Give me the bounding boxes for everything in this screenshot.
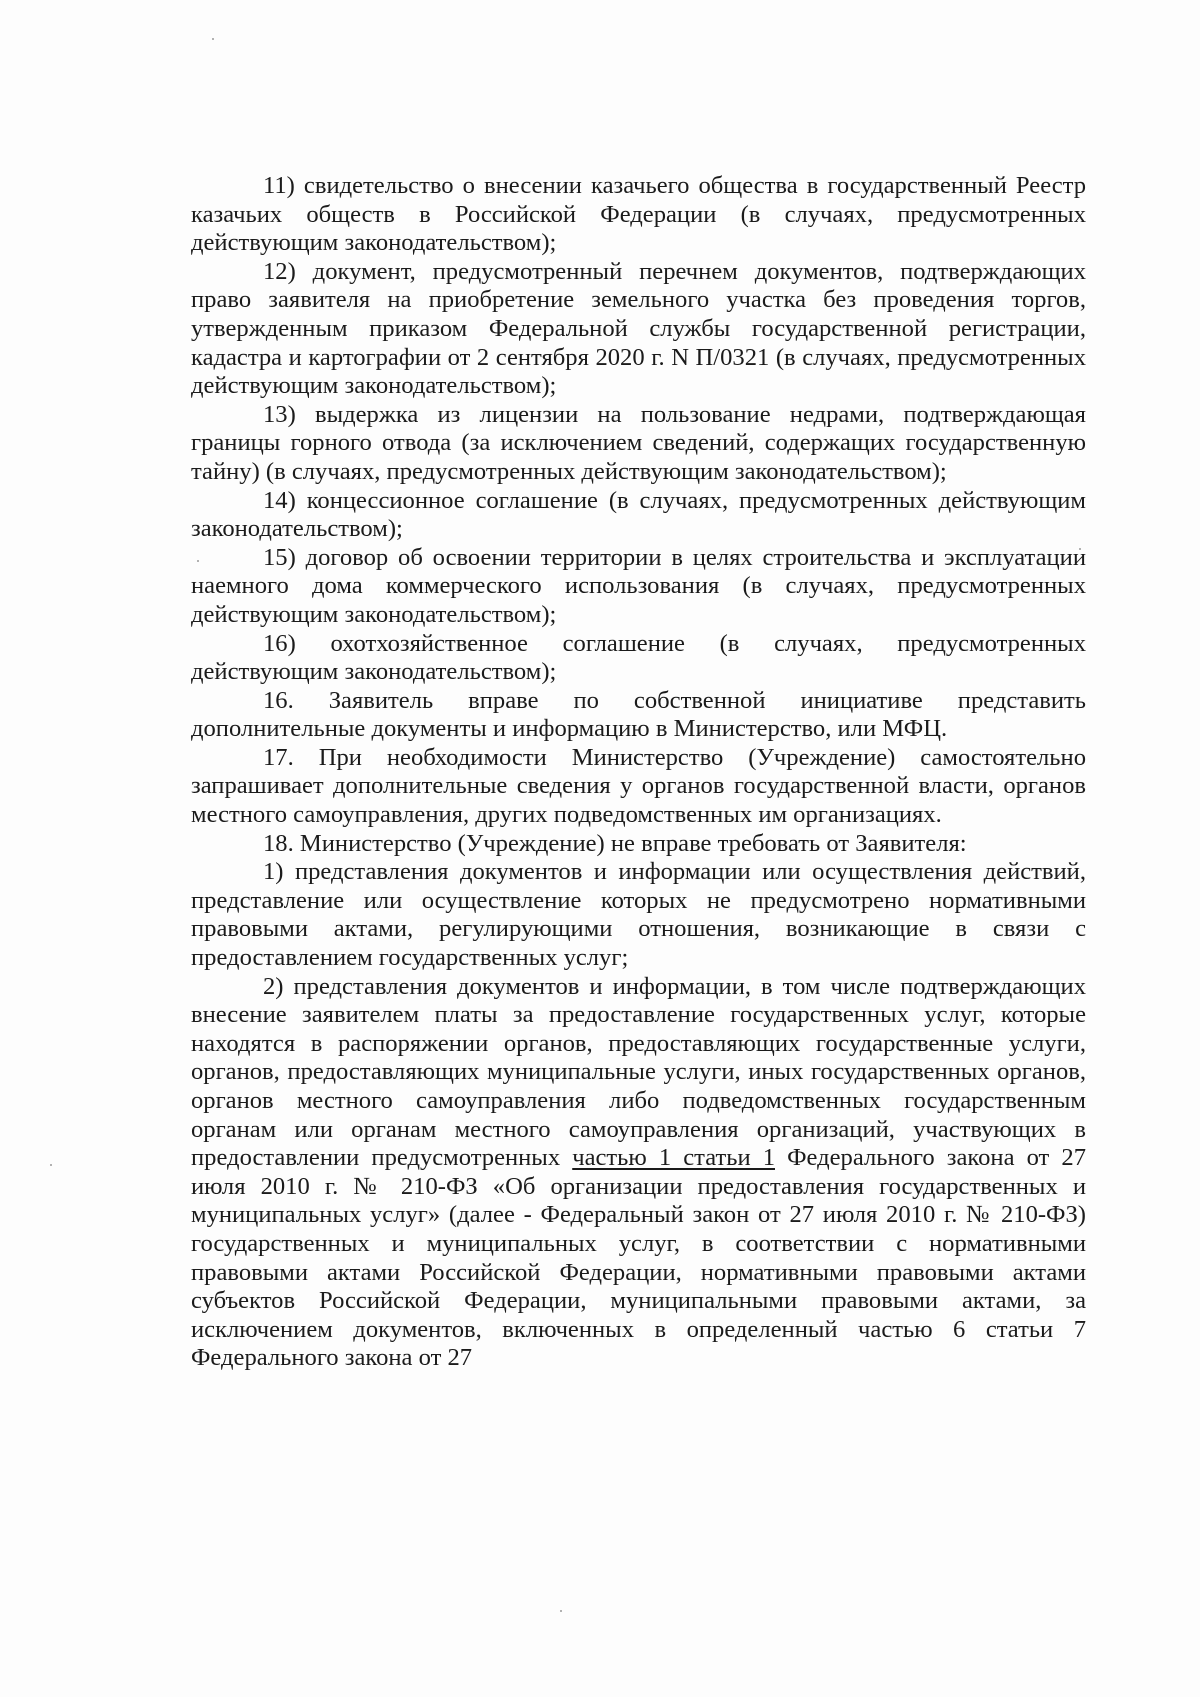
- list-item-15: 15) договор об освоении территории в целях строительства и эксплуатации наемного дома коммерческого использования (в случаях, предусмотренных действующим законодательством);: [191, 543, 1086, 628]
- clause-18: 18. Министерство (Учреждение) не вправе требовать от Заявителя:: [263, 829, 967, 857]
- law-reference-link[interactable]: частью 1 статьи 1: [572, 1144, 775, 1172]
- scan-speck: [212, 38, 214, 40]
- clause-17: 17. При необходимости Министерство (Учреждение) самостоятельно запрашивает дополнительные сведения у органов государственной власти, органов местного самоуправления, других подведомственных им организациях.: [191, 743, 1086, 829]
- clause-18-item-2-text-end: Федерального закона от 27 июля 2010 г. № 210-ФЗ «Об организации предоставления государственных и муниципальных услуг» (далее - Федеральный закон от 27 июля 2010 г. № 210-ФЗ) государственных и муниципальных услуг, в соответствии с нормативными правовыми актами Российской Федерации, нормативными правовыми актами субъектов Российской Федерации, муниципальными правовыми актами, за исключением документов, включенных в определенный частью 6 статьи 7 Федерального закона от 27: [191, 1144, 1086, 1372]
- list-item-13: 13) выдержка из лицензии на пользование недрами, подтверждающая границы горного отвода (за исключением сведений, содержащих государственную тайну) (в случаях, предусмотренных действующим законодательством);: [191, 400, 1086, 485]
- list-item-14: 14) концессионное соглашение (в случаях, предусмотренных действующим законодательством);: [191, 486, 1086, 543]
- clause-18-item-2-text-start: 2) представления документов и информации, в том числе подтверждающих внесение заявителем платы за предоставление государственных услуг, которые находятся в распоряжении органов, предоставляющих государственные услуги, органов, предоставляющих муниципальные услуги, иных государственных органов, органов местного самоуправления либо подведомственных государственным органам или органам местного самоуправления организаций, участвующих в предоставлении предусмотренных: [191, 972, 1086, 1172]
- scan-speck: [560, 1610, 562, 1612]
- document-body: [191, 172, 1086, 1373]
- list-item-16: 16) охотхозяйственное соглашение (в случаях, предусмотренных действующим законодательством);: [191, 629, 1086, 686]
- list-item-11: 11) свидетельство о внесении казачьего общества в государственный Реестр казачьих обществ в Российской Федерации (в случаях, предусмотренных действующим законодательством);: [191, 172, 1086, 257]
- clause-16: 16. Заявитель вправе по собственной инициативе представить дополнительные документы и информацию в Министерство, или МФЦ.: [191, 686, 1086, 743]
- list-item-12: 12) документ, предусмотренный перечнем документов, подтверждающих право заявителя на приобретение земельного участка без проведения торгов, утвержденным приказом Федеральной службы государственной регистрации, кадастра и картографии от 2 сентября 2020 г. N П/0321 (в случаях, предусмотренных действующим законодательством);: [191, 257, 1086, 400]
- clause-18-item-2: [191, 973, 1086, 1373]
- clause-18-item-1: 1) представления документов и информации или осуществления действий, представление или осуществление которых не предусмотрено нормативными правовыми актами, регулирующими отношения, возникающие в связи с предоставлением государственных услуг;: [191, 858, 1086, 972]
- scan-speck: [50, 1164, 52, 1166]
